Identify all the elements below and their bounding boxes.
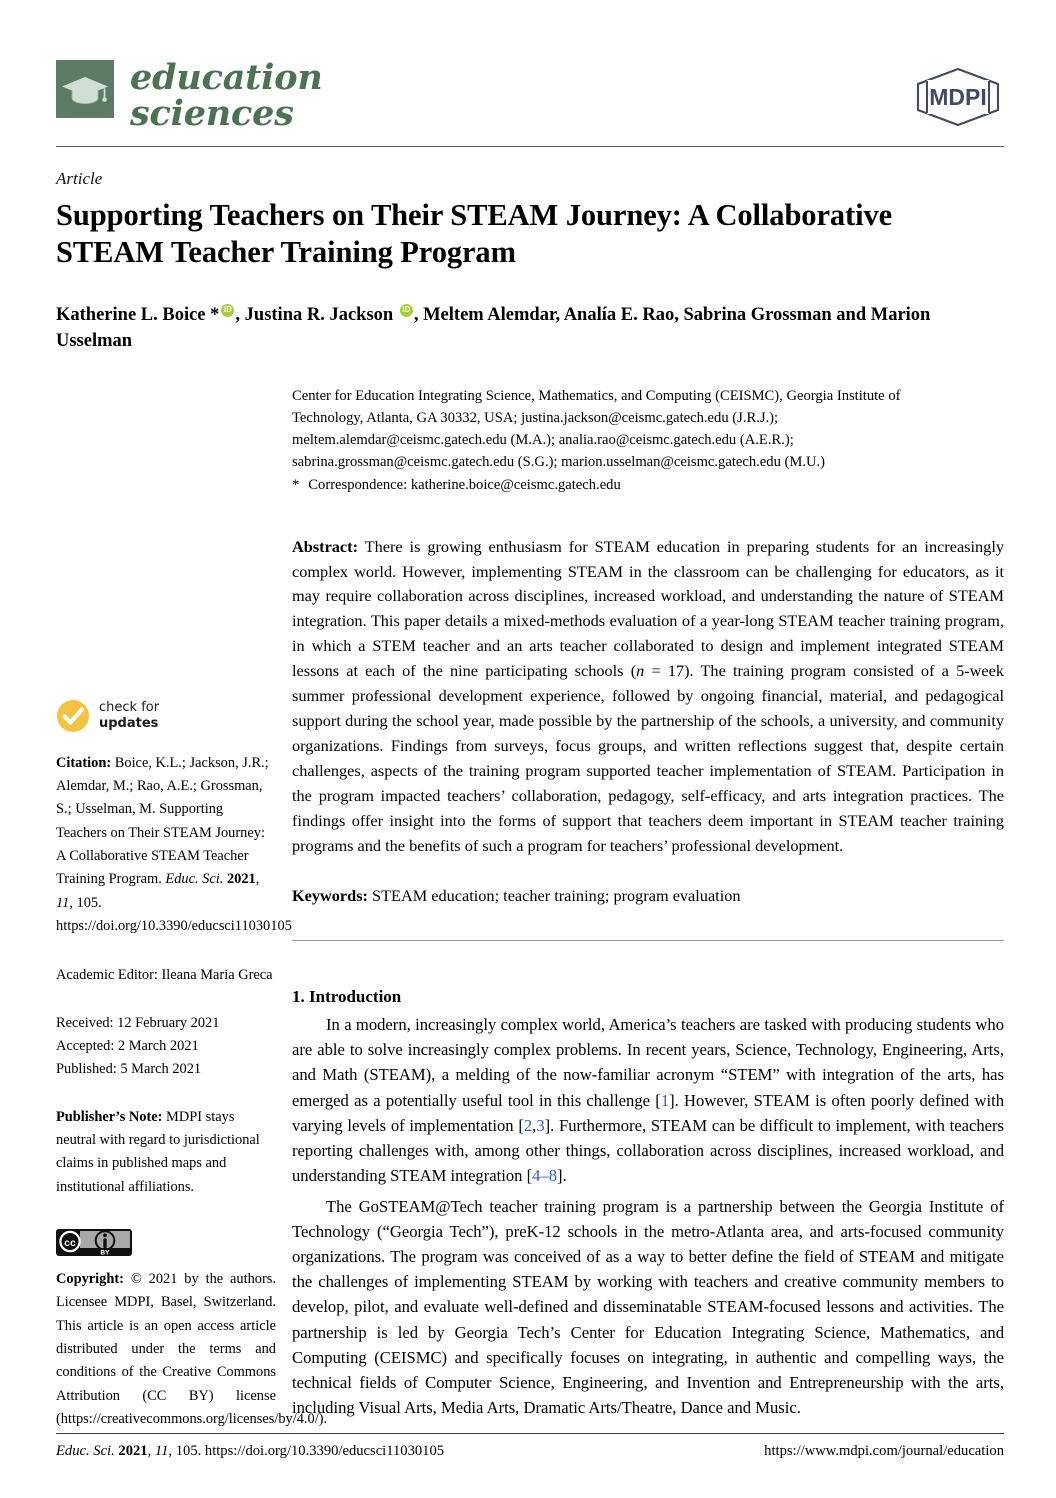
keywords-text: STEAM education; teacher training; program evaluation (367, 885, 741, 905)
correspondence-text: Correspondence: katherine.boice@ceismc.gatech.edu (308, 477, 621, 494)
correspondence-line (292, 474, 1004, 496)
svg-text:cc: cc (64, 1236, 76, 1249)
check-updates-line2: updates (99, 715, 159, 731)
citation-ref-8[interactable]: 8 (548, 1166, 557, 1186)
date-received: Received: 12 February 2021 (56, 1014, 220, 1031)
keywords-block (292, 884, 1004, 908)
orcid-icon-jackson[interactable] (400, 304, 413, 317)
mdpi-logo-icon (912, 66, 1004, 128)
journal-title (130, 57, 323, 135)
citation-ref-3[interactable]: 3 (536, 1115, 545, 1135)
intro-p1-c: , (532, 1115, 537, 1135)
citation-text-a: Boice, K.L.; Jackson, J.R.; Alemdar, M.; Rao, A.E.; Grossman, S.; Usselman, M. Supporting Teachers on Their STEAM Journey: A Collaborative STEAM Teacher Training Program. (56, 754, 269, 888)
abstract-text-a: There is growing enthusiasm for STEAM education in preparing students for an increasingly complex world. However, implementing STEAM in the classroom can be challenging for educators, as it may require collaboration across disciplines, increased workload, and understanding the nature of STEAM integration. This paper details a mixed-methods evaluation of a year-long STEAM teacher training program, in which a STEM teacher and an arts teacher collaborated to design and implement integrated STEAM lessons at each of the nine participating schools ( (292, 536, 1004, 681)
date-accepted: Accepted: 2 March 2021 (56, 1038, 199, 1054)
author-list (56, 302, 936, 355)
footer-divider (56, 1433, 1004, 1434)
citation-label: Citation: (56, 754, 112, 771)
check-updates-line1: check for (99, 700, 160, 716)
abstract-n-symbol: n (636, 661, 645, 681)
section-heading-introduction: 1. Introduction (292, 987, 402, 1006)
citation-volume: 11 (56, 894, 70, 911)
abstract-label: Abstract: (292, 536, 359, 556)
intro-p1-a: In a modern, increasingly complex world, America’s teachers are tasked with producing students who are able to solve increasingly complex problems. In recent years, Science, Technology, Engineering, Arts, and Math (STEAM), a melding of the now-familiar acronym “STEM” with integration of the arts, has emerged as a potentially useful tool in this challenge [ (292, 1015, 1004, 1110)
check-for-updates-badge[interactable] (56, 699, 276, 733)
author-boice: Katherine L. Boice * (56, 305, 220, 326)
date-published: Published: 5 March 2021 (56, 1061, 202, 1078)
publisher-note-text: MDPI stays neutral with regard to jurisdictional claims in published maps and institutional affiliations. (56, 1108, 260, 1195)
copyright-label: Copyright: (56, 1270, 124, 1287)
intro-p1-b: ]. However, STEAM is often poorly defined with varying levels of implementation [ (292, 1090, 1004, 1135)
citation-ref-1[interactable]: 1 (660, 1090, 670, 1110)
footer-rest: 105. https://doi.org/10.3390/educsci11030105 (175, 1443, 445, 1459)
author-jackson: , Justina R. Jackson (235, 305, 398, 326)
graduation-cap-icon (56, 60, 114, 118)
citation-journal: Educ. Sci. (165, 871, 224, 888)
footer-journal: Educ. Sci. (56, 1443, 115, 1459)
journal-title-line2: sciences (130, 93, 294, 135)
publication-dates (56, 1012, 276, 1082)
svg-text:BY: BY (100, 1249, 110, 1256)
intro-paragraph-2: The GoSTEAM@Tech teacher training program is a partnership between the Georgia Institute of Technology (“Georgia Tech”), preK-12 schools in the metro-Atlanta area, and arts-focused community organizations. The program was conceived of as a way to better define the field of STEAM and mitigate the challenges of implementing STEAM by working with teachers and creative community members to develop, pilot, and evaluate well-defined and disseminatable STEAM-focused lessons and activities. The partnership is led by Georgia Tech’s Center for Education Integrating Science, Mathematics, and Computing (CEISMC) and specifically focuses on integrating, in authentic and compelling ways, the technical fields of Computer Science, Engineering, and Invention and Entrepreneurship with the arts, including Visual Arts, Media Arts, Dramatic Arts/Theatre, Dance and Music. (292, 1196, 1004, 1418)
affiliation-block (292, 385, 1004, 497)
main-column (284, 381, 1004, 1432)
citation-ref-4[interactable]: 4 (532, 1166, 541, 1186)
article-type: Article (56, 169, 103, 188)
creative-commons-by-icon[interactable] (56, 1229, 132, 1256)
orcid-icon-boice[interactable] (221, 304, 234, 317)
journal-title-line1: education (130, 57, 323, 98)
citation-ref-2[interactable]: 2 (523, 1115, 533, 1135)
affiliation-line-4: sabrina.grossman@ceismc.gatech.edu (S.G.); marion.usselman@ceismc.gatech.edu (M.U.) (292, 454, 826, 471)
abstract-block (292, 535, 1004, 859)
publisher-note-label: Publisher’s Note: (56, 1108, 163, 1125)
masthead-divider (56, 146, 1004, 147)
copyright-block (56, 1268, 328, 1431)
footer-url[interactable]: https://www.mdpi.com/journal/education (764, 1443, 1004, 1459)
section-divider (292, 940, 1004, 941)
authors-remaining: , Meltem Alemdar, Analía E. Rao, Sabrina Grossman and Marion Usselman (56, 305, 931, 352)
page-title: Supporting Teachers on Their STEAM Journey: A Collaborative STEAM Teacher Training Program (56, 198, 893, 269)
check-for-updates-label (99, 700, 159, 731)
publisher-note (56, 1106, 276, 1199)
correspondence-marker: * (292, 477, 300, 494)
footer-row (56, 1443, 1004, 1460)
masthead (56, 57, 1004, 140)
citation-block: Citation: Boice, K.L.; Jackson, J.R.; Alemdar, M.; Rao, A.E.; Grossman, S.; Usselman, M. Supporting Teachers on Their STEAM Journey: A Collaborative STEAM Teacher Training Program. Educ. Sci. 2021, 11, 105. https://doi.org/10.3390/educsci11030105 (56, 754, 292, 935)
mdpi-logo-text: MDPI (929, 84, 987, 110)
citation-ref-dash: – (540, 1166, 549, 1186)
citation-text-b: 105. https://doi.org/10.3390/educsci11030105 (56, 894, 292, 935)
journal-brand (56, 57, 323, 135)
footer-volume: 11 (154, 1443, 169, 1459)
page-footer (56, 1433, 1004, 1460)
academic-editor: Academic Editor: Ileana Maria Greca (56, 967, 273, 984)
intro-paragraph-1 (292, 1012, 1004, 1189)
intro-p1-d: ]. Furthermore, STEAM can be difficult to implement, with teachers reporting challenges with, among other things, collaboration across disciplines, increased workload, and understanding STEAM integration [ (292, 1115, 1004, 1186)
abstract-text-b: = 17). The training program consisted of a 5-week summer professional development experience, followed by ongoing financial, material, and pedagogical support during the school year, made possible by the partnership of the schools, a university, and community organizations. Findings from surveys, focus groups, and written reflections suggest that, despite certain challenges, aspects of the training program supported teacher implementation of STEAM. Participation in the program impacted teachers’ collaboration, pedagogy, self-efficacy, and arts integration practices. The findings offer insight into the forms of support that teachers deem important in STEAM teacher training programs and the benefits of such a program for teachers’ professional development. (292, 661, 1004, 855)
affiliation-line-1: Center for Education Integrating Science, Mathematics, and Computing (CEISMC), Georgia Institute of (292, 387, 901, 404)
affiliation-line-2: Technology, Atlanta, GA 30332, USA; justina.jackson@ceismc.gatech.edu (J.R.J.); (292, 409, 779, 426)
intro-p1-f: ]. (557, 1166, 567, 1186)
keywords-label: Keywords: (292, 885, 368, 905)
citation-year: 2021 (223, 871, 256, 888)
footer-citation: Educ. Sci. 2021, 11, 105. https://doi.org/10.3390/educsci11030105 (56, 1443, 445, 1459)
affiliation-line-3: meltem.alemdar@ceismc.gatech.edu (M.A.); analia.rao@ceismc.gatech.edu (A.E.R.); (292, 432, 794, 449)
copyright-text: © 2021 by the authors. Licensee MDPI, Basel, Switzerland. This article is an open access article distributed under the terms and conditions of the Creative Commons Attribution (CC BY) license (https://creativecommons.org/licenses/by/4.0/). (56, 1270, 328, 1427)
check-circle-icon (56, 699, 90, 733)
footer-year: 2021 (114, 1443, 148, 1459)
body-columns (56, 381, 1004, 1432)
